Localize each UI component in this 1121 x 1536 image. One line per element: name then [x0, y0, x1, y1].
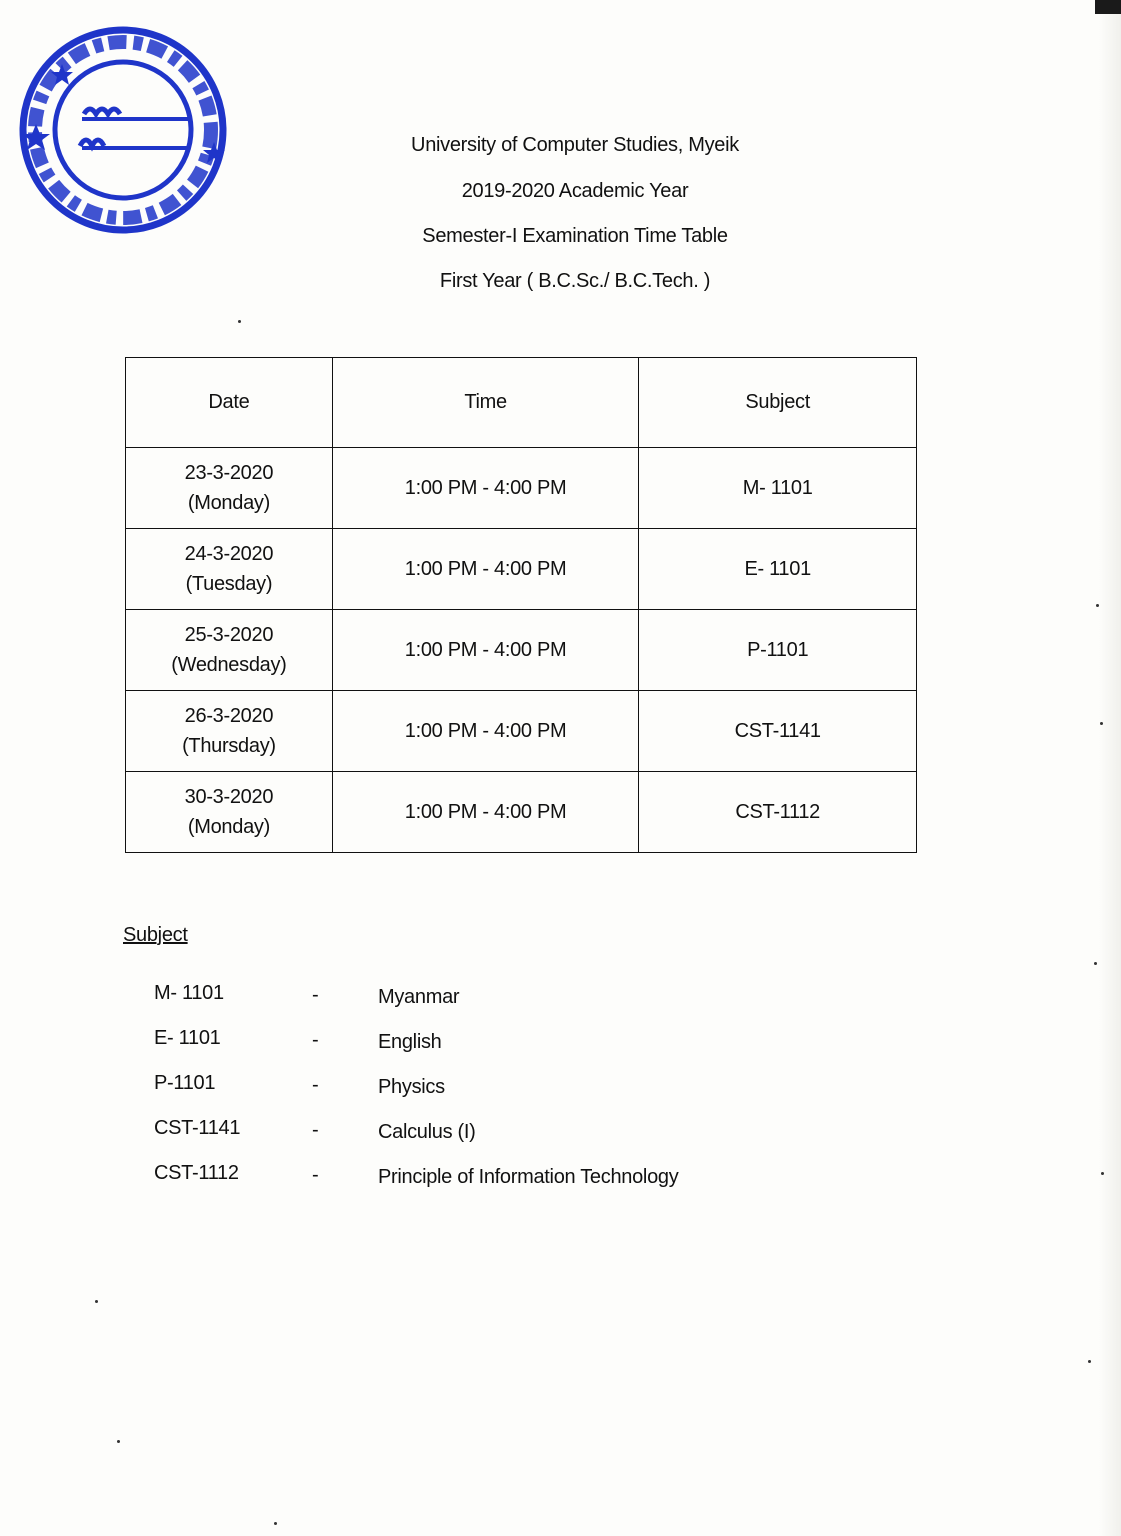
date-cell — [126, 529, 333, 610]
list-item — [154, 1027, 854, 1072]
subject-name: English — [378, 1031, 442, 1053]
separator-dash: - — [312, 1074, 319, 1096]
table-row — [126, 529, 917, 610]
date-cell — [126, 691, 333, 772]
subject-code: P-1101 — [154, 1072, 216, 1094]
table-row — [126, 691, 917, 772]
subject-cell: CST-1141 — [639, 691, 917, 772]
list-item — [154, 1072, 854, 1117]
time-cell: 1:00 PM - 4:00 PM — [332, 691, 639, 772]
table-row — [126, 448, 917, 529]
scan-speck — [1096, 604, 1099, 607]
time-cell: 1:00 PM - 4:00 PM — [332, 529, 639, 610]
academic-year: 2019-2020 Academic Year — [461, 180, 689, 202]
time-cell: 1:00 PM - 4:00 PM — [332, 610, 639, 691]
time-cell: 1:00 PM - 4:00 PM — [332, 448, 639, 529]
subject-code: E- 1101 — [154, 1027, 221, 1049]
subject-name: Calculus (I) — [378, 1121, 476, 1143]
date-value: 24-3-2020 — [184, 543, 274, 565]
column-header-subject: Subject — [639, 358, 917, 448]
date-value: 26-3-2020 — [184, 705, 274, 727]
date-value: 30-3-2020 — [184, 786, 274, 808]
scan-speck — [95, 1300, 98, 1303]
day-value: (Tuesday) — [185, 573, 273, 595]
subject-legend-title: Subject — [123, 924, 188, 946]
day-value: (Thursday) — [182, 735, 276, 757]
exam-timetable — [125, 357, 917, 853]
table-row — [126, 610, 917, 691]
date-cell — [126, 448, 333, 529]
scan-speck — [274, 1522, 277, 1525]
subject-code: CST-1141 — [154, 1117, 241, 1139]
subject-name: Physics — [378, 1076, 445, 1098]
subject-cell: P-1101 — [639, 610, 917, 691]
time-cell: 1:00 PM - 4:00 PM — [332, 772, 639, 853]
scan-speck — [1088, 1360, 1091, 1363]
table-row — [126, 772, 917, 853]
separator-dash: - — [312, 1164, 319, 1186]
subject-legend — [154, 982, 854, 1207]
column-header-date: Date — [126, 358, 333, 448]
subject-name: Myanmar — [378, 986, 460, 1008]
scan-speck — [117, 1440, 120, 1443]
subject-cell: E- 1101 — [639, 529, 917, 610]
scan-speck — [1094, 962, 1097, 965]
scan-speck — [238, 320, 241, 323]
day-value: (Wednesday) — [171, 654, 287, 676]
page-edge-shadow — [1099, 0, 1121, 1536]
scan-speck — [1100, 722, 1103, 725]
date-value: 23-3-2020 — [184, 462, 274, 484]
subject-cell: M- 1101 — [639, 448, 917, 529]
subject-cell: CST-1112 — [639, 772, 917, 853]
subject-name: Principle of Information Technology — [378, 1166, 679, 1188]
scan-speck — [1101, 1172, 1104, 1175]
list-item — [154, 982, 854, 1027]
date-cell — [126, 772, 333, 853]
day-value: (Monday) — [187, 816, 270, 838]
page-corner-mark — [1095, 0, 1121, 14]
list-item — [154, 1117, 854, 1162]
exam-title: Semester-I Examination Time Table — [422, 225, 728, 247]
day-value: (Monday) — [187, 492, 270, 514]
university-name: University of Computer Studies, Myeik — [411, 134, 739, 156]
list-item — [154, 1162, 854, 1207]
date-cell — [126, 610, 333, 691]
separator-dash: - — [312, 1119, 319, 1141]
institution-seal — [14, 24, 232, 236]
subject-code: CST-1112 — [154, 1162, 239, 1184]
subject-code: M- 1101 — [154, 982, 224, 1004]
column-header-time: Time — [332, 358, 639, 448]
separator-dash: - — [312, 1029, 319, 1051]
class-year: First Year ( B.C.Sc./ B.C.Tech. ) — [439, 270, 711, 292]
table-header-row — [126, 358, 917, 448]
separator-dash: - — [312, 984, 319, 1006]
date-value: 25-3-2020 — [184, 624, 274, 646]
